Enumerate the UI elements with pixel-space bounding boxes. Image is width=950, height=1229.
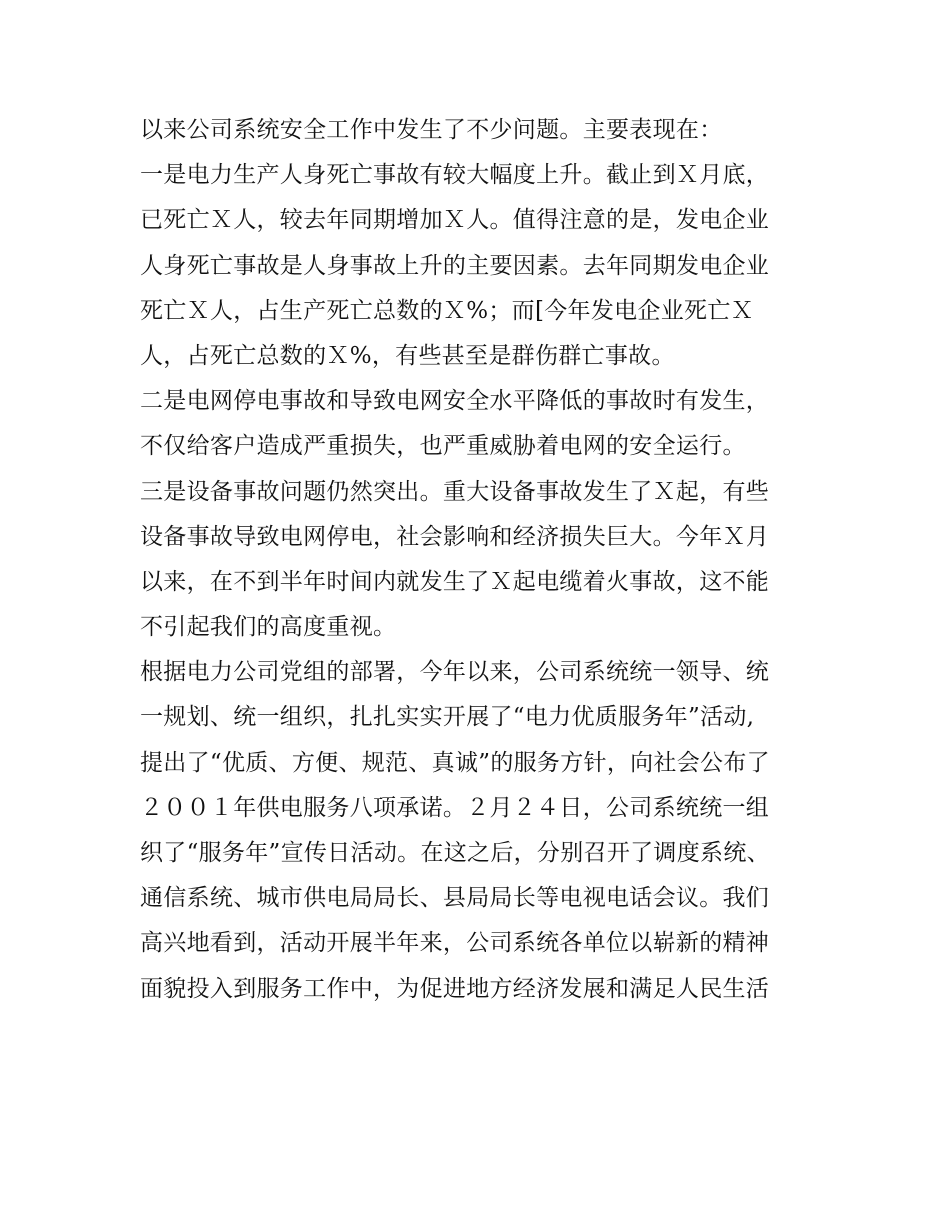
text-line: 设备事故导致电网停电，社会影响和经济损失巨大。今年Ｘ月 bbox=[140, 523, 770, 550]
text-line: 已死亡Ｘ人，较去年同期增加Ｘ人。值得注意的是，发电企业 bbox=[140, 207, 770, 234]
text-line: 提出了“优质、方便、规范、真诚”的服务方针，向社会公布了 bbox=[140, 749, 770, 776]
document-body bbox=[140, 108, 820, 1012]
text-line: 人，占死亡总数的Ｘ%，有些甚至是群伤群亡事故。 bbox=[140, 342, 675, 369]
text-line: 死亡Ｘ人，占生产死亡总数的Ｘ%；而[今年发电企业死亡Ｘ bbox=[140, 297, 754, 324]
text-line: 不引起我们的高度重视。 bbox=[140, 614, 397, 641]
text-line: 根据电力公司党组的部署，今年以来，公司系统统一领导、统 bbox=[140, 659, 770, 686]
text-line: 以来公司系统安全工作中发生了不少问题。主要表现在： bbox=[140, 117, 723, 143]
text-line: 以来，在不到半年时间内就发生了Ｘ起电缆着火事故，这不能 bbox=[140, 568, 770, 595]
text-line: 不仅给客户造成严重损失，也严重威胁着电网的安全运行。 bbox=[140, 433, 746, 460]
text-line: 三是设备事故问题仍然突出。重大设备事故发生了Ｘ起，有些 bbox=[140, 478, 770, 505]
text-line: 二是电网停电事故和导致电网安全水平降低的事故时有发生， bbox=[140, 388, 770, 415]
text-line: 织了“服务年”宣传日活动。在这之后，分别召开了调度系统、 bbox=[140, 840, 770, 866]
text-line: 高兴地看到，活动开展半年来，公司系统各单位以崭新的精神 bbox=[140, 930, 770, 957]
text-line: 面貌投入到服务工作中，为促进地方经济发展和满足人民生活 bbox=[140, 975, 770, 1002]
text-line: 一规划、统一组织，扎扎实实开展了“电力优质服务年”活动, bbox=[140, 704, 755, 731]
text-line: 人身死亡事故是人身事故上升的主要因素。去年同期发电企业 bbox=[140, 252, 770, 279]
text-line: 通信系统、城市供电局局长、县局局长等电视电话会议。我们 bbox=[140, 885, 770, 912]
text-line: ２００１年供电服务八项承诺。２月２４日，公司系统统一组 bbox=[140, 794, 770, 821]
text-line: 一是电力生产人身死亡事故有较大幅度上升。截止到Ｘ月底， bbox=[140, 162, 770, 189]
